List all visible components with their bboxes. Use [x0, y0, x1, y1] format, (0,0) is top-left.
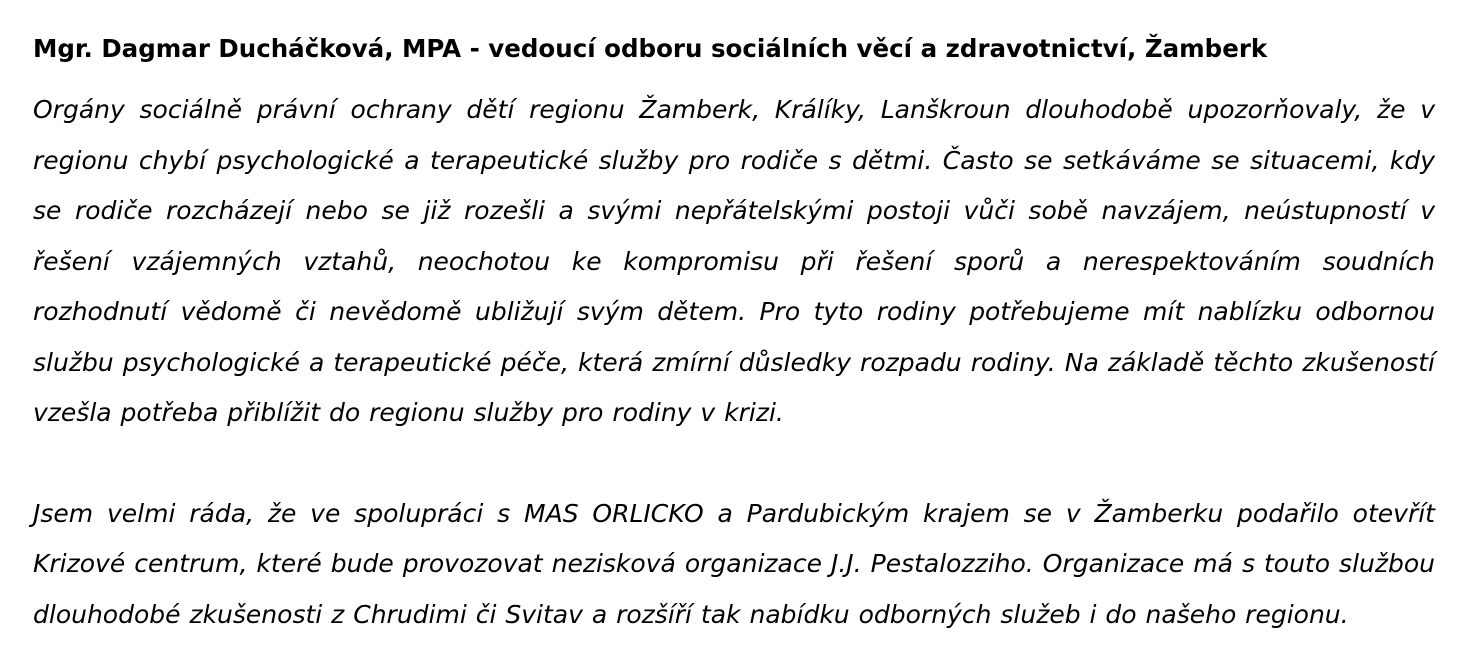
- paragraph-2: Jsem velmi ráda, že ve spolupráci s MAS ORLICKO a Pardubickým krajem se v Žamberku podařilo otevřít Krizové centrum, které bude provozovat nezisková organizace J.J. Pestalozziho. Organizace má s touto službou dlouhodobé zkušenosti z Chrudimi či Svitav a rozšíří tak nabídku odborných služeb i do našeho regionu.: [33, 498, 1435, 629]
- paragraph-1: Orgány sociálně právní ochrany dětí regionu Žamberk, Králíky, Lanškroun dlouhodobě upozorňovaly, že v regionu chybí psychologické a terapeutické služby pro rodiče s dětmi. Často se setkáváme se situacemi, kdy se rodiče rozcházejí nebo se již rozešli a svými nepřátelskými postoji vůči sobě navzájem, neústupností v řešení vzájemných vztahů, neochotou ke kompromisu při řešení sporů a nerespektováním soudních rozhodnutí vědomě či nevědomě ubližují svým dětem. Pro tyto rodiny potřebujeme mít nablízku odbornou službu psychologické a terapeutické péče, která zmírní důsledky rozpadu rodiny. Na základě těchto zkušeností vzešla potřeba přiblížit do regionu služby pro rodiny v krizi.: [33, 95, 1435, 427]
- document-body: [33, 30, 1435, 640]
- document-heading: Mgr. Dagmar Ducháčková, MPA - vedoucí odboru sociálních věcí a zdravotnictví, Žamberk: [33, 34, 1268, 63]
